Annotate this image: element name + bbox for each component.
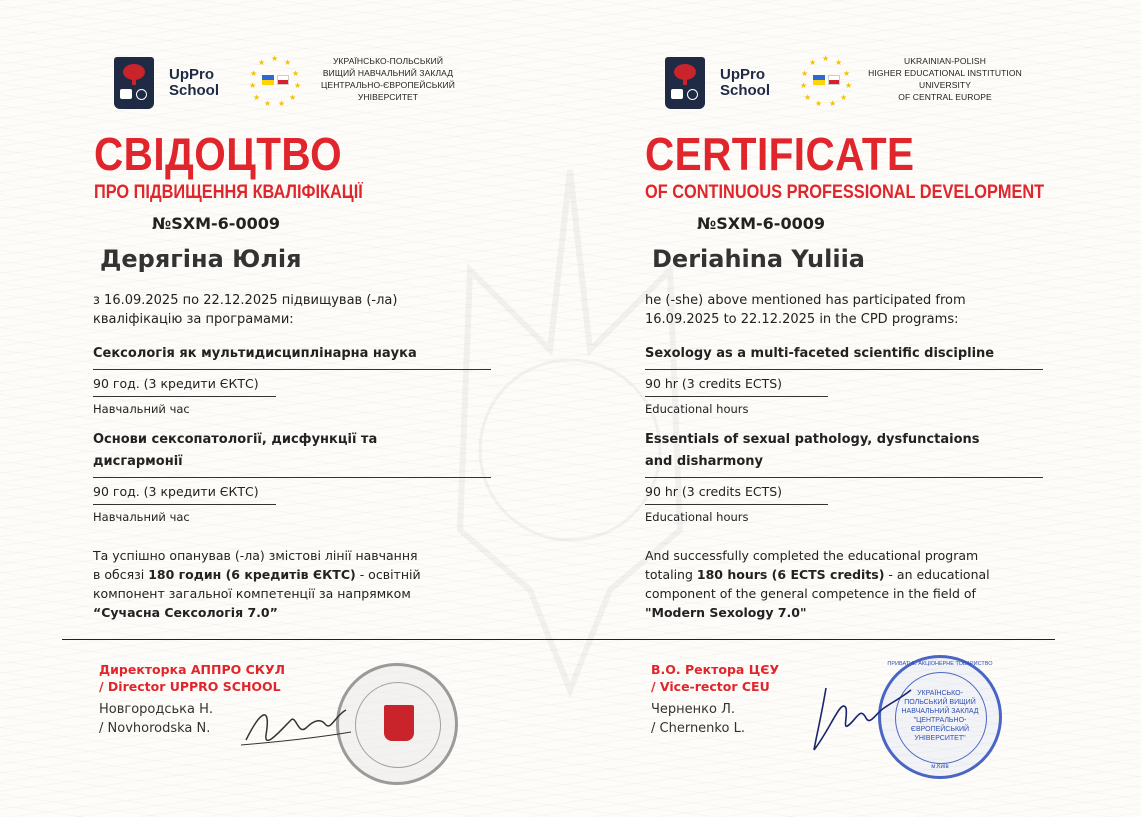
signature [806, 678, 916, 758]
uppro-logo-icon [114, 57, 154, 109]
certificate-subtitle: OF CONTINUOUS PROFESSIONAL DEVELOPMENT [645, 182, 1045, 203]
intro-text: з 16.09.2025 по 22.12.2025 підвищував (-ла) кваліфікацію за програмами: [93, 293, 398, 327]
divider [93, 369, 491, 370]
program-title: Essentials of sexual pathology, dysfunctaions and disharmony [645, 432, 980, 469]
divider [645, 477, 1043, 478]
signer-name: Черненко Л. / Chernenko L. [651, 702, 745, 736]
intro-text: he (-she) above mentioned has participated from 16.09.2025 to 22.12.2025 in the CPD programs: [645, 293, 966, 327]
certificate-number: №SXM-6-0009 [152, 214, 280, 233]
footer-divider [62, 639, 1055, 640]
signer-name: Новгородська Н. / Novhorodska N. [99, 702, 214, 736]
program-hours: 90 hr (3 credits ECTS) [645, 376, 783, 391]
certificate-title: СВІДОЦТВО [94, 128, 343, 180]
divider [645, 396, 828, 397]
completion-text: Та успішно опанував (-ла) змістові лінії навчання в обсязі 180 годин (6 кредитів ЄКТС) - освітній компонент загальної компетенції за напрямком “Сучасна Сексологія 7.0” [93, 548, 421, 620]
program-title: Sexology as a multi-faceted scientific discipline [645, 346, 995, 361]
program-hours: 90 год. (3 кредити ЄКТС) [93, 376, 259, 391]
divider [93, 477, 491, 478]
divider [645, 369, 1043, 370]
program-title: Сексологія як мультидисциплінарна наука [93, 346, 417, 361]
logo-text: UpPro School [169, 66, 220, 99]
signer-title: Директорка АППРО СКУЛ / Director UPPRO SCHOOL [99, 662, 285, 694]
ukraine-flag-icon [262, 75, 274, 85]
hours-label: Educational hours [645, 510, 749, 524]
recipient-name: Дерягіна Юлія [100, 245, 302, 273]
ukraine-flag-icon [813, 75, 825, 85]
eu-stars-icon: ★ ★ ★ ★ ★ ★ ★ ★ ★ ★ ★ [249, 54, 302, 108]
completion-text: And successfully completed the educational program totaling 180 hours (6 ECTS credits) - an educational component of the general competence in the field of "Modern Sexology 7.0" [645, 548, 990, 620]
university-name: UKRAINIAN-POLISH HIGHER EDUCATIONAL INSTITUTION UNIVERSITY OF CENTRAL EUROPE [868, 56, 1022, 102]
divider [93, 396, 276, 397]
poland-flag-icon [277, 75, 289, 85]
divider [645, 504, 828, 505]
program-hours: 90 hr (3 credits ECTS) [645, 484, 783, 499]
hours-label: Educational hours [645, 402, 749, 416]
divider [93, 504, 276, 505]
program-hours: 90 год. (3 кредити ЄКТС) [93, 484, 259, 499]
program-title: Основи сексопатології, дисфункції та дисгармонії [93, 432, 378, 469]
hours-label: Навчальний час [93, 402, 190, 416]
hours-label: Навчальний час [93, 510, 190, 524]
university-stamp-icon: УКРАЇНСЬКО- ПОЛЬСЬКИЙ ВИЩИЙ НАВЧАЛЬНИЙ ЗАКЛАД "ЦЕНТРАЛЬНО- ЄВРОПЕЙСЬКИЙ УНІВЕРСИТЕТ" ПРИВАТНЕ АКЦІОНЕРНЕ ТОВАРИСТВО м.Київ [878, 655, 1002, 779]
signer-title: В.О. Ректора ЦЄУ / Vice-rector CEU [651, 662, 780, 694]
university-name: УКРАЇНСЬКО-ПОЛЬСЬКИЙ ВИЩИЙ НАВЧАЛЬНИЙ ЗАКЛАД ЦЕНТРАЛЬНО-ЄВРОПЕЙСЬКИЙ УНІВЕРСИТЕТ [321, 56, 455, 102]
poland-flag-icon [828, 75, 840, 85]
certificate-subtitle: ПРО ПІДВИЩЕННЯ КВАЛІФІКАЦІЇ [94, 182, 363, 203]
certificate-title: CERTIFICATE [645, 128, 915, 180]
eu-stars-icon: ★ ★ ★ ★ ★ ★ ★ ★ ★ ★ ★ [800, 54, 853, 108]
uppro-logo-icon [665, 57, 705, 109]
logo-text: UpPro School [720, 66, 771, 99]
recipient-name: Deriahina Yuliia [652, 245, 865, 273]
certificate-number: №SXM-6-0009 [697, 214, 825, 233]
signature [236, 690, 356, 760]
